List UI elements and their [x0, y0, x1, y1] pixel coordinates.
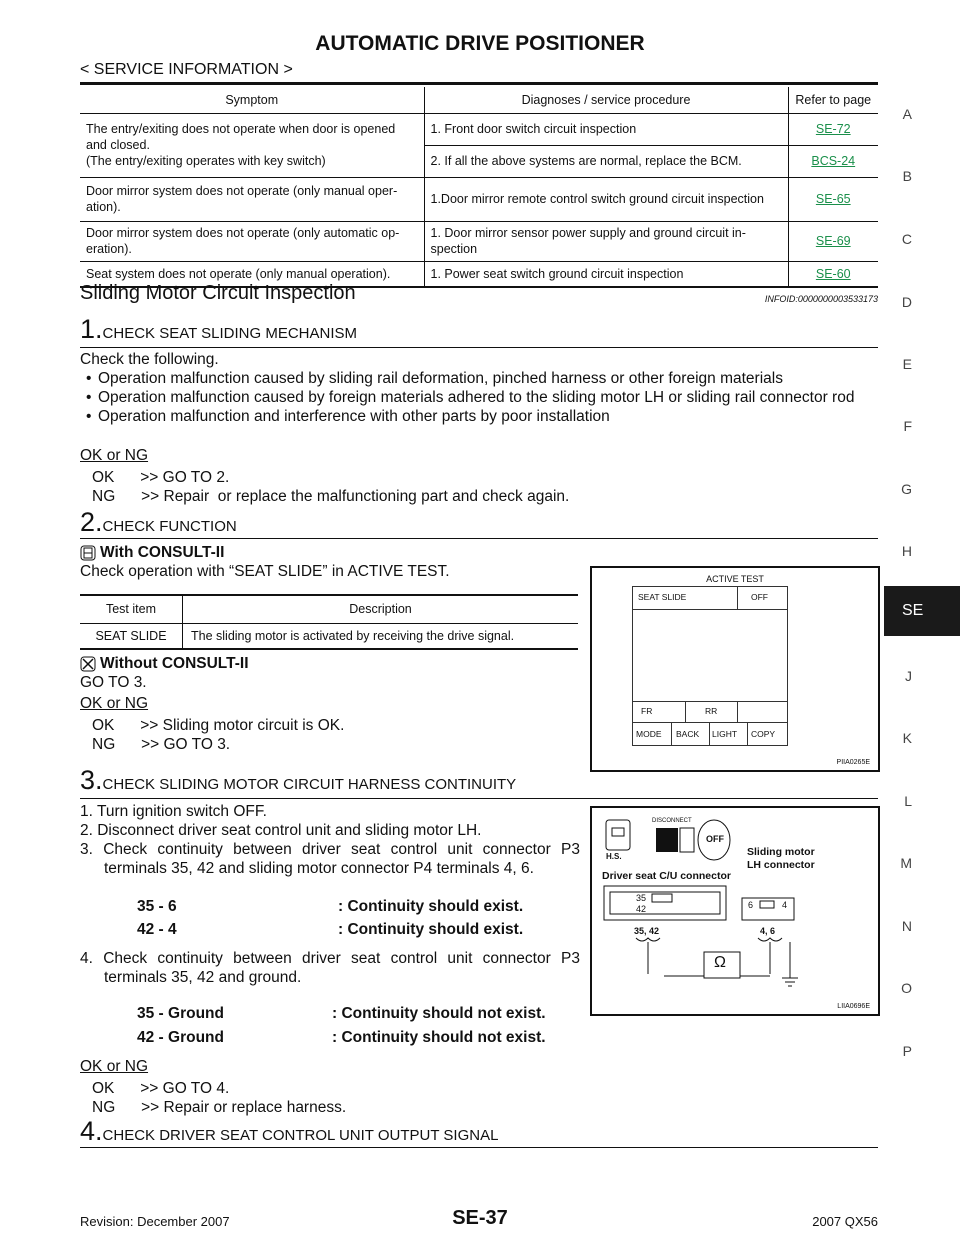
- step3-ok: OK >> GO TO 4.: [92, 1080, 230, 1097]
- table-cell: 2. If all the above systems are normal, replace the BCM.: [424, 145, 788, 177]
- fr-button[interactable]: FR: [641, 706, 653, 716]
- step1-okng: OK or NG: [80, 447, 149, 464]
- step1-body: Check the following. • Operation malfunction caused by sliding rail deformation, pinched harness or other foreign materials • Operation malfunction caused by foreign materials adhered to the sliding motor LH or sliding rail connector rod • Operation malfunction and interference with other parts by poor installation: [80, 350, 878, 426]
- step3-num: 3.: [80, 765, 103, 795]
- table-cell: Seat system does not operate (only manual operation).: [80, 261, 424, 287]
- step2-ok: OK >> Sliding motor circuit is OK.: [92, 717, 345, 734]
- terminal-42: 42: [636, 904, 647, 914]
- step3-heading: [80, 765, 516, 796]
- step1-num: 1.: [80, 314, 103, 344]
- index-p[interactable]: P: [902, 1043, 912, 1059]
- probe-label-2: 4, 6: [760, 926, 776, 936]
- step3-s3: 3. Check continuity between driver seat control unit connector P3 terminals 35, 42 and sliding motor connector P4 terminals 4, 6.: [80, 841, 580, 877]
- index-o[interactable]: O: [901, 980, 912, 996]
- index-g[interactable]: G: [901, 481, 912, 497]
- connector-diagram-svg: [592, 808, 878, 1014]
- with-consult: [80, 543, 224, 562]
- table-cell: SEAT SLIDE: [80, 623, 183, 649]
- ref-link[interactable]: SE-60: [815, 266, 851, 281]
- without-consult: [80, 654, 249, 673]
- step1-ng: NG >> Repair or replace the malfunctioning part and check again.: [92, 488, 570, 505]
- table-cell: 1. Door mirror sensor power supply and ground circuit in-spection: [424, 221, 788, 261]
- light-button[interactable]: LIGHT: [712, 729, 738, 739]
- step3-s4: 4. Check continuity between driver seat control unit connector P3 terminals 35, 42 and ground.: [80, 950, 580, 986]
- copy-button[interactable]: COPY: [751, 729, 776, 739]
- figure-code: PIIA0265E: [836, 759, 870, 766]
- info-id: INFOID:0000000003533173: [764, 294, 878, 304]
- index-c[interactable]: C: [901, 231, 912, 247]
- test-item-table: [80, 594, 578, 650]
- list-item: Operation malfunction and interference with other parts by poor installation: [98, 408, 610, 425]
- step1-ok: OK >> GO TO 2.: [92, 469, 230, 486]
- probe-label-1: 35, 42: [634, 926, 660, 936]
- col-test-item: Test item: [80, 595, 183, 623]
- rr-button[interactable]: RR: [705, 706, 718, 716]
- col-refer: Refer to page: [795, 92, 872, 107]
- index-se-tab[interactable]: SE: [884, 586, 960, 636]
- step3-body: [80, 802, 580, 878]
- table-cell: Door mirror system does not operate (only automatic op-eration).: [80, 221, 424, 261]
- step2-num: 2.: [80, 507, 103, 537]
- step2-title: CHECK FUNCTION: [102, 518, 237, 535]
- footer-model: 2007 QX56: [812, 1214, 878, 1229]
- table-cell: 1. Power seat switch ground circuit inspection: [424, 261, 788, 287]
- terminal-6: 6: [748, 900, 754, 910]
- footer-revision: Revision: December 2007: [80, 1214, 230, 1229]
- symptom-table: [80, 87, 878, 288]
- index-n[interactable]: N: [901, 918, 912, 934]
- driver-seat-connector-label: Driver seat C/U connector: [602, 870, 731, 882]
- disconnect-label: DISCONNECT: [652, 818, 692, 824]
- active-test-figure: [590, 566, 880, 772]
- off-label: OFF: [706, 834, 724, 844]
- consult-icon: [80, 545, 96, 561]
- sliding-motor-connector-label: Sliding motor LH connector: [747, 846, 815, 871]
- with-consult-label: With CONSULT-II: [100, 544, 225, 561]
- index-a[interactable]: A: [902, 106, 912, 122]
- driver-seat-connector: [604, 886, 726, 920]
- connector-diagram: [590, 806, 880, 1016]
- cont-35-6-result: : Continuity should exist.: [338, 898, 524, 915]
- step1-rule: [80, 347, 878, 348]
- step2-heading: [80, 507, 237, 538]
- step3-title: CHECK SLIDING MOTOR CIRCUIT HARNESS CONTINUITY: [102, 776, 517, 793]
- active-test-item: SEAT SLIDE: [638, 592, 687, 602]
- ref-link[interactable]: BCS-24: [811, 154, 856, 168]
- hs-icon: [606, 820, 630, 850]
- step3-s1: 1. Turn ignition switch OFF.: [80, 803, 267, 820]
- ground-42-result: : Continuity should not exist.: [332, 1029, 546, 1046]
- index-e[interactable]: E: [902, 356, 912, 372]
- footer-page: SE-37: [452, 1207, 508, 1229]
- step4-rule: [80, 1147, 878, 1148]
- cont-42-4-result: : Continuity should exist.: [338, 921, 524, 938]
- table-cell: The entry/exiting does not operate when door is opened and closed. (The entry/exiting operates with key switch): [80, 113, 424, 177]
- ref-link[interactable]: SE-72: [815, 122, 851, 136]
- header-rule: [80, 82, 878, 85]
- back-button[interactable]: BACK: [676, 729, 700, 739]
- ohm-symbol: Ω: [714, 954, 726, 971]
- cont-35-6: 35 - 6: [137, 898, 177, 915]
- step2-rule: [80, 538, 878, 539]
- index-h[interactable]: H: [901, 543, 912, 559]
- step3-s2: 2. Disconnect driver seat control unit and sliding motor LH.: [80, 822, 482, 839]
- index-j[interactable]: J: [905, 668, 912, 684]
- terminal-35: 35: [636, 893, 647, 903]
- step2-check: Check operation with “SEAT SLIDE” in ACTIVE TEST.: [80, 563, 450, 580]
- step3-rule: [80, 798, 878, 799]
- step3-okng: OK or NG: [80, 1058, 149, 1075]
- active-test-title: ACTIVE TEST: [706, 574, 764, 584]
- ground-35-result: : Continuity should not exist.: [332, 1005, 546, 1022]
- section-title: Sliding Motor Circuit Inspection: [80, 282, 356, 304]
- disconnect-icon: [656, 828, 678, 852]
- step2-goto: GO TO 3.: [80, 674, 147, 691]
- step1-heading: [80, 314, 357, 345]
- step1-intro: Check the following.: [80, 351, 219, 368]
- step4-num: 4.: [80, 1116, 103, 1146]
- without-consult-label: Without CONSULT-II: [100, 655, 249, 672]
- index-l[interactable]: L: [904, 793, 912, 809]
- ref-link[interactable]: SE-69: [815, 234, 851, 248]
- mode-button[interactable]: MODE: [636, 729, 662, 739]
- col-description: Description: [349, 602, 412, 617]
- index-m[interactable]: M: [900, 855, 912, 871]
- table-cell: The sliding motor is activated by receiving the drive signal.: [191, 628, 515, 643]
- cont-42-4: 42 - 4: [137, 921, 177, 938]
- ground-42: 42 - Ground: [137, 1029, 224, 1046]
- page-subtitle: < SERVICE INFORMATION >: [80, 61, 293, 78]
- index-b[interactable]: B: [902, 168, 912, 184]
- list-item: Operation malfunction caused by sliding rail deformation, pinched harness or other foreign materials: [98, 370, 783, 387]
- step2-ng: NG >> GO TO 3.: [92, 736, 231, 753]
- terminal-4: 4: [782, 900, 788, 910]
- table-cell: Door mirror system does not operate (only manual oper-ation).: [80, 177, 424, 221]
- index-f[interactable]: F: [903, 418, 912, 434]
- table-cell: 1.Door mirror remote control switch ground circuit inspection: [424, 177, 788, 221]
- ref-link[interactable]: SE-65: [815, 192, 851, 206]
- index-d[interactable]: D: [901, 294, 912, 310]
- index-k[interactable]: K: [902, 730, 912, 746]
- step3-ng: NG >> Repair or replace harness.: [92, 1099, 347, 1116]
- table-cell: 1. Front door switch circuit inspection: [424, 113, 788, 145]
- step4-heading: [80, 1116, 498, 1147]
- ground-35: 35 - Ground: [137, 1005, 224, 1022]
- figure-code: LIIA0696E: [837, 1003, 870, 1010]
- page-title: AUTOMATIC DRIVE POSITIONER: [315, 32, 645, 55]
- col-procedure: Diagnoses / service procedure: [424, 87, 788, 113]
- list-item: Operation malfunction caused by foreign materials adhered to the sliding motor LH or sliding rail connector rod: [98, 389, 855, 406]
- col-symptom: Symptom: [80, 87, 424, 113]
- step2-okng: OK or NG: [80, 695, 149, 712]
- step1-title: CHECK SEAT SLIDING MECHANISM: [102, 325, 358, 342]
- active-test-screen: [632, 586, 788, 746]
- hs-label: H.S.: [606, 852, 622, 861]
- step4-title: CHECK DRIVER SEAT CONTROL UNIT OUTPUT SIGNAL: [102, 1127, 499, 1144]
- active-test-value: OFF: [751, 592, 768, 602]
- no-consult-icon: [80, 656, 96, 672]
